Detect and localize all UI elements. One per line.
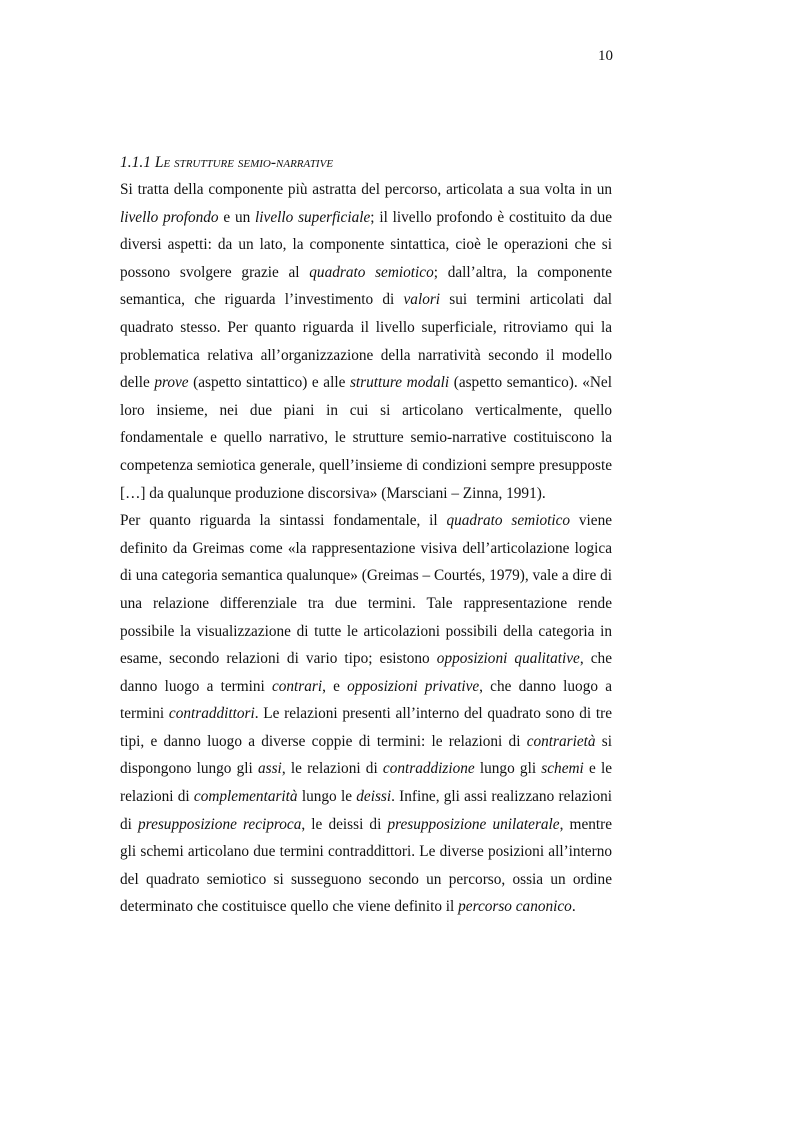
text-run: ; dall’altra, la componente semantica, che riguarda l’investimento di [120,263,612,309]
italic-term: quadrato semiotico [309,263,434,281]
text-run: , le relazioni di [281,760,383,778]
italic-term: contraddizione [382,760,475,778]
page-number: 10 [598,48,613,64]
text-run: e un [218,208,256,226]
italic-term: valori [403,291,441,309]
section-title: Le strutture semio-narrative [154,154,334,171]
text-run: Si tratta della componente più astratta del percorso, articolata a sua volta in un [120,181,612,198]
italic-term: livello superficiale [255,208,371,226]
text-run: si dispongono lungo gli [120,732,612,778]
text-run: viene definito da Greimas come «la rappresentazione visiva dell’articolazione logica di una categoria semantica qualunque» (Greimas – Courtés, 1979), vale a dire di una relazione differenziale tra due termini. Tale rappresentazione rende possibile la visualizzazione di tutte le articolazioni possibili della categoria in esame, secondo relazioni di vario tipo; esistono [120,512,613,668]
italic-term: prove [154,374,189,392]
italic-term: deissi [356,788,392,806]
section-heading [120,152,612,174]
italic-term: strutture modali [349,374,450,392]
text-run: , mentre gli schemi articolano due termini contraddittori. Le diverse posizioni all’interno del quadrato semiotico si susseguono secondo un percorso, ossia un ordine determinato che costituisce quello che viene definito il [120,815,613,916]
text-run: Per quanto riguarda la sintassi fondamentale, il [120,512,447,530]
text-run: , che danno luogo a termini [120,650,612,695]
italic-term: contrari [271,677,323,695]
text-run: ; il livello profondo è costituito da due diversi aspetti: da un lato, la componente sintattica, cioè le operazioni che si possono svolgere grazie al [120,208,613,281]
italic-term: percorso canonico [458,898,572,916]
text-run: sui termini articolati dal quadrato stesso. Per quanto riguarda il livello superficiale, ritroviamo qui la problematica relativa all’organizzazione della narratività secondo il modello delle [120,291,612,392]
italic-term: complementarità [193,788,298,806]
text-run: . Le relazioni presenti all’interno del quadrato sono di tre tipi, e danno luogo a diverse coppie di termini: le relazioni di [120,705,612,750]
page-content [120,152,612,921]
italic-term: contraddittori [168,705,255,723]
paragraph [120,507,612,921]
italic-term: presupposizione reciproca [138,815,302,833]
italic-term: opposizioni privative [347,677,480,695]
italic-term: quadrato semiotico [446,512,571,530]
italic-term: livello profondo [120,208,219,226]
text-run: . [571,898,576,916]
text-run: (aspetto semantico). «Nel loro insieme, nei due piani in cui si articolano verticalmente, quello fondamentale e quello narrativo, le strutture semio-narrative costituiscono la competenza semiotica generale, quell’insieme di condizioni sempre presupposte […] da qualunque produzione discorsiva» (Marsciani – Zinna, 1991). [120,374,612,502]
italic-term: presupposizione unilaterale [387,815,560,833]
text-run: (aspetto sintattico) e alle [188,374,350,392]
text-run: lungo gli [474,760,542,778]
text-run: . Infine, gli assi realizzano relazioni di [120,788,612,833]
text-run: , le deissi di [301,815,388,833]
text-run: e le relazioni di [120,760,613,806]
section-number: 1.1.1 [120,154,151,171]
italic-term: contrarietà [526,732,596,750]
text-run: , e [322,677,348,695]
italic-term: assi [258,760,282,778]
italic-term: schemi [541,760,584,778]
text-run: lungo le [297,788,357,806]
italic-term: opposizioni qualitative [436,650,580,668]
paragraph [120,176,612,507]
text-run: , che danno luogo a termini [120,677,612,723]
